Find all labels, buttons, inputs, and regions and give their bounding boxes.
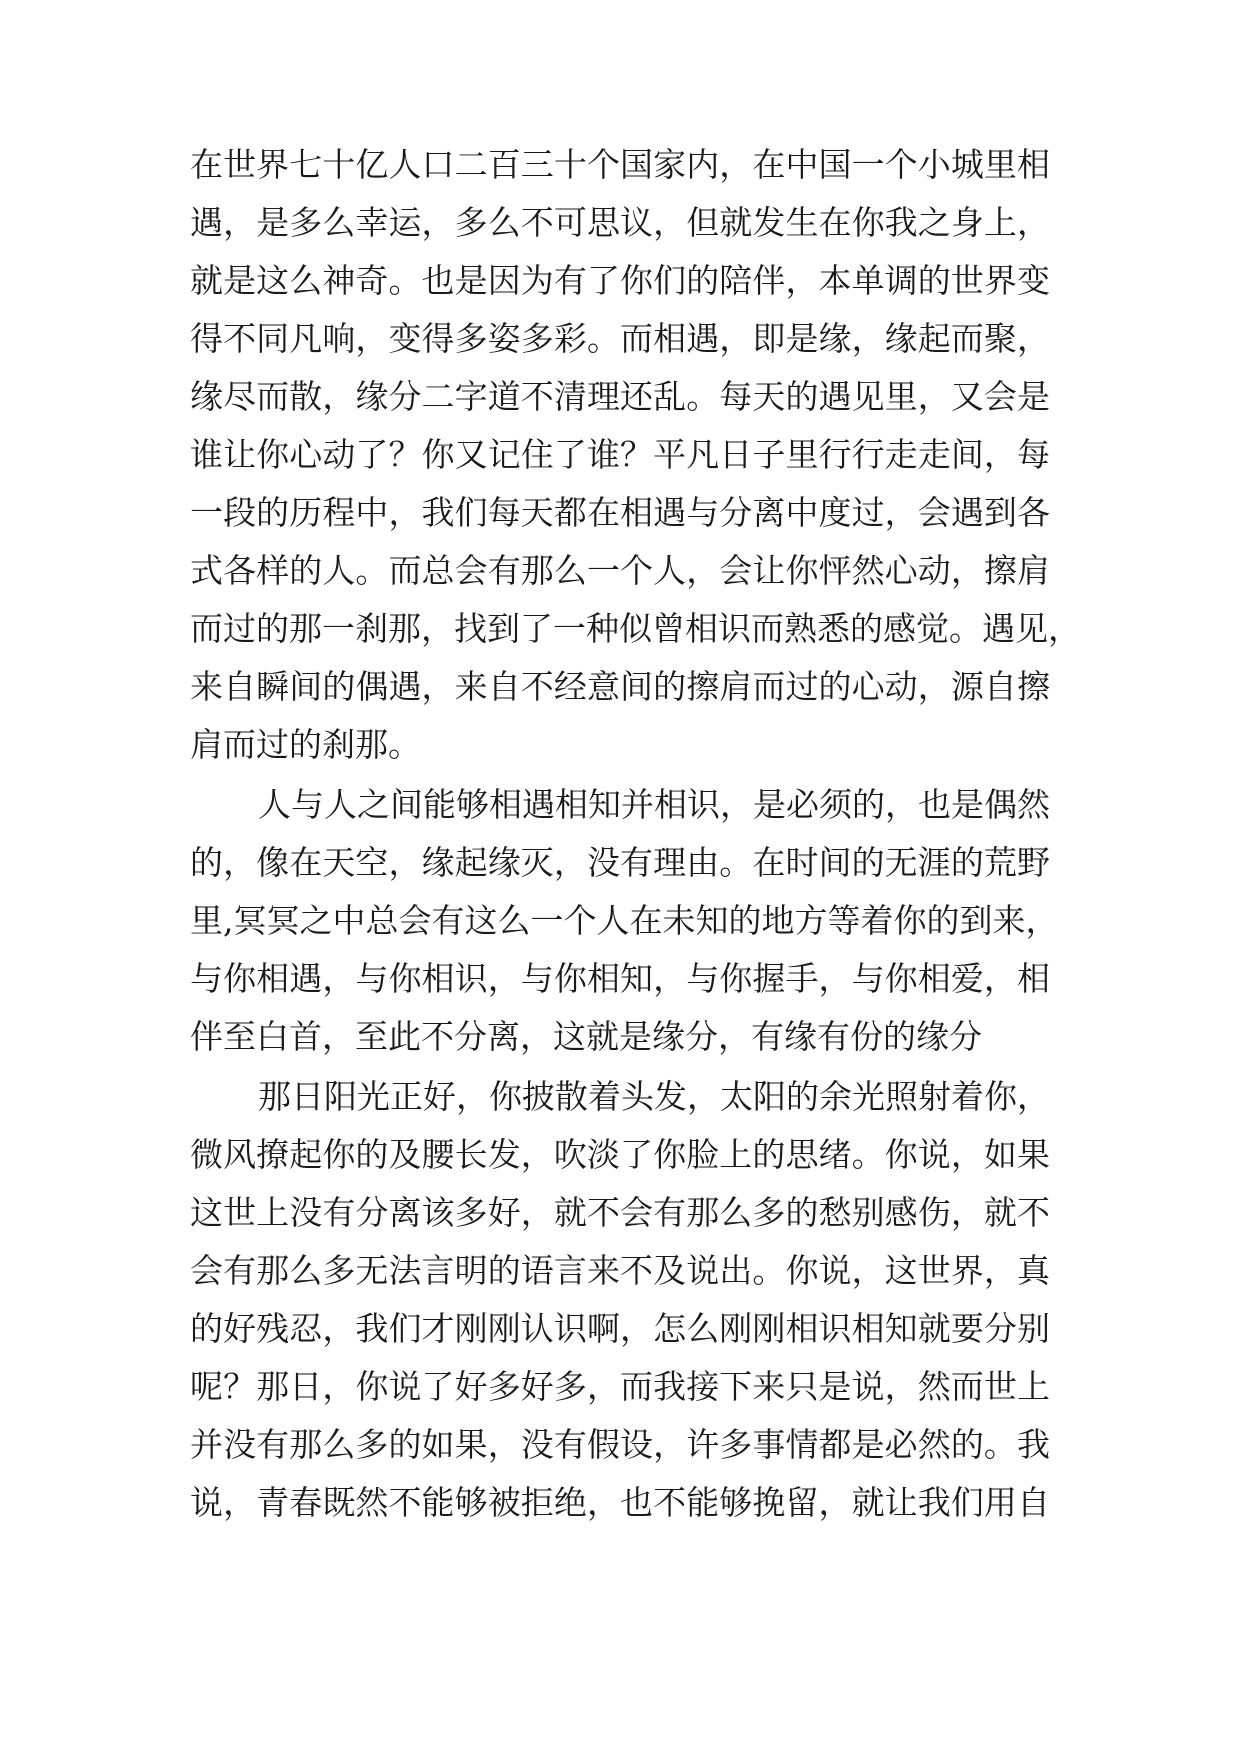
text-line: 那日阳光正好，你披散着头发，太阳的余光照射着你， [258, 1077, 1050, 1116]
text-line: 缘尽而散，缘分二字道不清理还乱。每天的遇见里，又会是 [190, 377, 1050, 416]
text-line: 来自瞬间的偶遇，来自不经意间的擦肩而过的心动，源自擦 [190, 667, 1050, 706]
text-line: 的，像在天空，缘起缘灭，没有理由。在时间的无涯的荒野 [190, 843, 1050, 882]
text-line: 里,冥冥之中总会有这么一个人在未知的地方等着你的到来， [190, 901, 1059, 940]
text-line: 在世界七十亿人口二百三十个国家内，在中国一个小城里相 [190, 145, 1050, 184]
text-line: 谁让你心动了？你又记住了谁？平凡日子里行行走走间，每 [190, 435, 1050, 474]
text-line: 而过的那一刹那，找到了一种似曾相识而熟悉的感觉。遇见， [190, 609, 1081, 648]
text-line: 人与人之间能够相遇相知并相识，是必须的，也是偶然 [258, 785, 1050, 824]
text-line: 遇，是多么幸运，多么不可思议，但就发生在你我之身上， [190, 203, 1050, 242]
text-line: 会有那么多无法言明的语言来不及说出。你说，这世界，真 [190, 1251, 1050, 1290]
text-line: 肩而过的刹那。 [190, 725, 421, 764]
text-line: 一段的历程中，我们每天都在相遇与分离中度过，会遇到各 [190, 493, 1050, 532]
text-line: 就是这么神奇。也是因为有了你们的陪伴，本单调的世界变 [190, 261, 1050, 300]
text-line: 式各样的人。而总会有那么一个人，会让你怦然心动，擦肩 [190, 551, 1050, 590]
text-line: 伴至白首，至此不分离，这就是缘分，有缘有份的缘分 [190, 1017, 982, 1056]
text-line: 的好残忍，我们才刚刚认识啊，怎么刚刚相识相知就要分别 [190, 1309, 1050, 1348]
text-line: 说，青春既然不能够被拒绝，也不能够挽留，就让我们用自 [190, 1483, 1050, 1522]
text-line: 并没有那么多的如果，没有假设，许多事情都是必然的。我 [190, 1425, 1050, 1464]
text-line: 这世上没有分离该多好，就不会有那么多的愁别感伤，就不 [190, 1193, 1050, 1232]
text-line: 得不同凡响，变得多姿多彩。而相遇，即是缘，缘起而聚， [190, 319, 1050, 358]
text-line: 与你相遇，与你相识，与你相知，与你握手，与你相爱，相 [190, 959, 1050, 998]
text-line: 微风撩起你的及腰长发，吹淡了你脸上的思绪。你说，如果 [190, 1135, 1050, 1174]
text-line: 呢？那日，你说了好多好多，而我接下来只是说，然而世上 [190, 1367, 1050, 1406]
